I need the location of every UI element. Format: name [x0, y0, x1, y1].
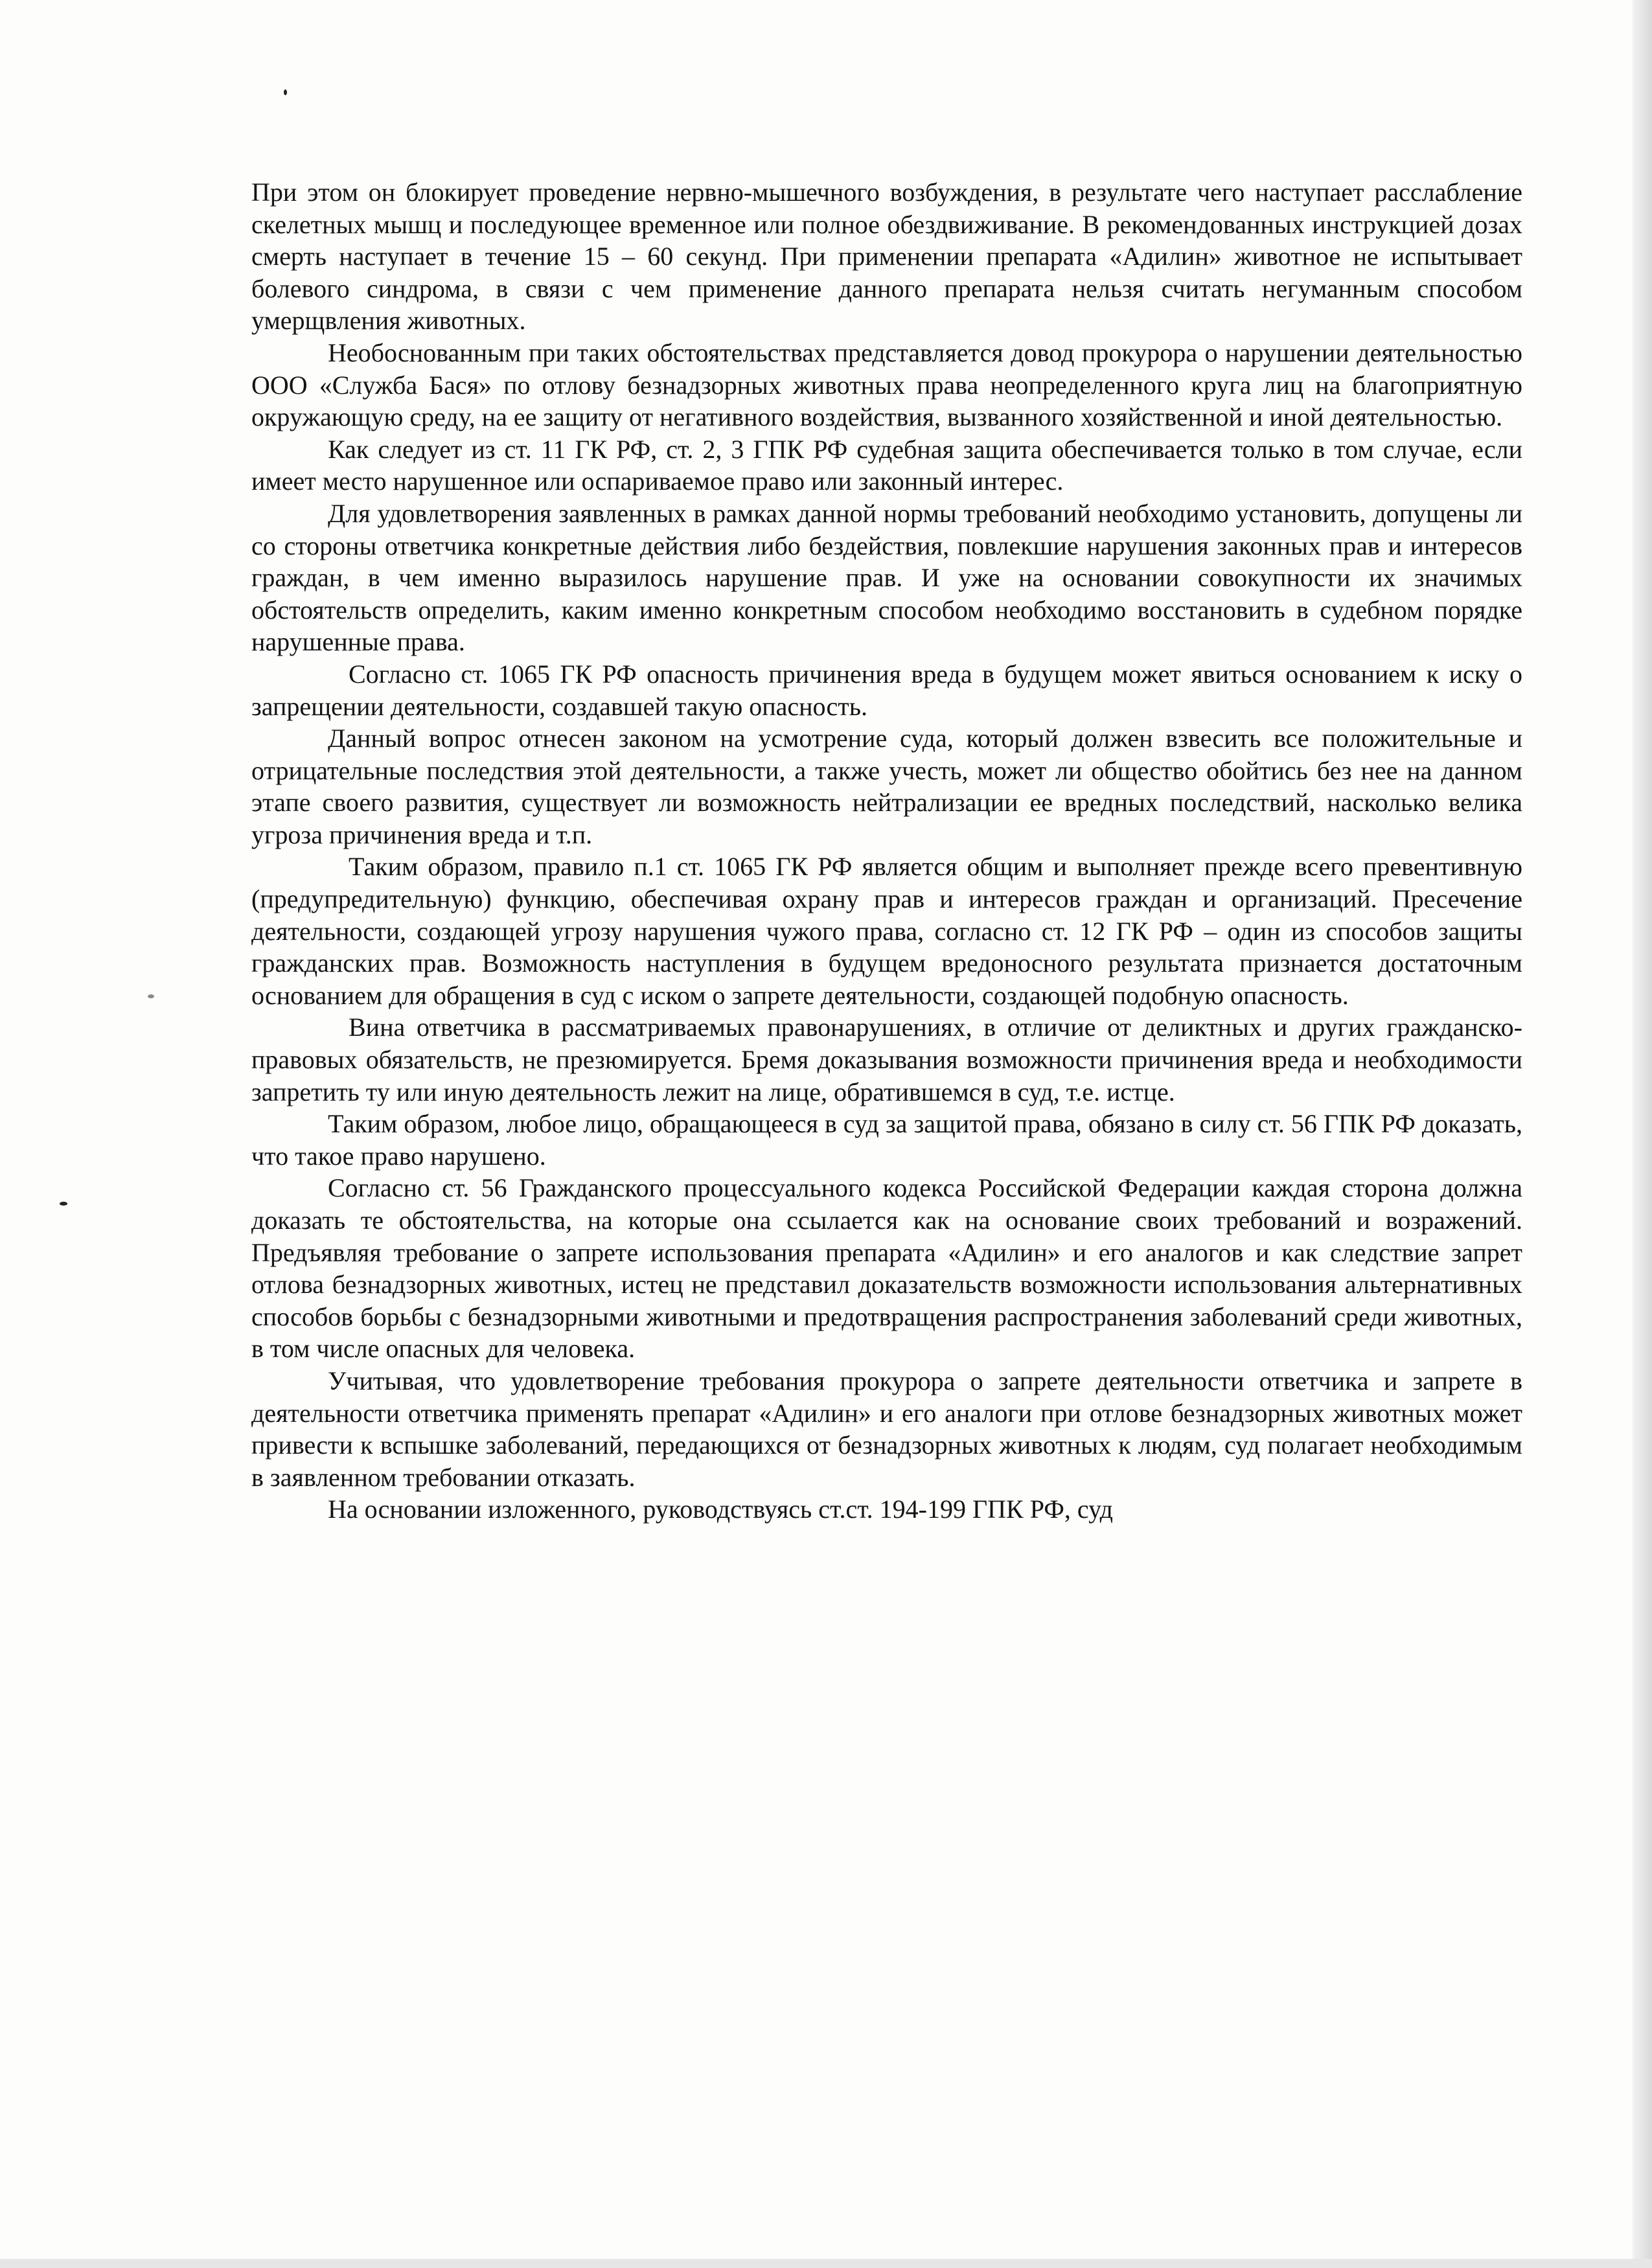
paragraph: Необоснованным при таких обстоятельствах представляется довод прокурора о нарушении деятельностью ООО «Служба Бася» по отлову безнадзорных животных права неопределенного круга лиц на благоприятную окружающую среду, на ее защиту от негативного воздействия, вызванного хозяйственной и иной деятельностью. [251, 338, 1522, 432]
scan-speck [60, 1202, 67, 1206]
paragraph: Для удовлетворения заявленных в рамках данной нормы требований необходимо установить, допущены ли со стороны ответчика конкретные действия либо бездействия, повлекшие нарушения законных прав и интересов граждан, в чем именно выразилось нарушение прав. И уже на основании совокупности их значимых обстоятельств определить, каким именно конкретным способом необходимо восстановить в судебном порядке нарушенные права. [251, 498, 1522, 657]
document-body [251, 176, 1522, 1526]
paragraph: Учитывая, что удовлетворение требования прокурора о запрете деятельности ответчика и запрете в деятельности ответчика применять препарат «Адилин» и его аналоги при отлове безнадзорных животных может привести к вспышке заболеваний, передающихся от безнадзорных животных к людям, суд полагает необходимым в заявленном требовании отказать. [251, 1366, 1522, 1492]
paragraph: При этом он блокирует проведение нервно-мышечного возбуждения, в результате чего наступает расслабление скелетных мышц и последующее временное или полное обездвиживание. В рекомендованных инструкцией дозах смерть наступает в течение 15 – 60 секунд. При применении препарата «Адилин» животное не испытывает болевого синдрома, в связи с чем применение данного препарата нельзя считать негуманным способом умерщвления животных. [251, 178, 1522, 336]
paragraph: Таким образом, правило п.1 ст. 1065 ГК РФ является общим и выполняет прежде всего превентивную (предупредительную) функцию, обеспечивая охрану прав и интересов граждан и организаций. Пресечение деятельности, создающей угрозу нарушения чужого права, согласно ст. 12 ГК РФ – один из способов защиты гражданских прав. Возможность наступления в будущем вредоносного результата признается достаточным основанием для обращения в суд с иском о запрете деятельности, создающей подобную опасность. [251, 852, 1522, 1010]
paragraph: Таким образом, любое лицо, обращающееся в суд за защитой права, обязано в силу ст. 56 ГПК РФ доказать, что такое право нарушено. [251, 1109, 1522, 1171]
paragraph: Как следует из ст. 11 ГК РФ, ст. 2, 3 ГПК РФ судебная защита обеспечивается только в том случае, если имеет место нарушенное или оспариваемое право или законный интерес. [251, 434, 1522, 496]
paragraph: На основании изложенного, руководствуясь ст.ст. 194-199 ГПК РФ, суд [328, 1495, 1113, 1524]
page-edge-shadow [1633, 0, 1652, 2268]
page-bottom-edge [0, 2259, 1652, 2268]
paragraph: Согласно ст. 56 Гражданского процессуального кодекса Российской Федерации каждая сторона должна доказать те обстоятельства, на которые она ссылается как на основание своих требований и возражений. Предъявляя требование о запрете использования препарата «Адилин» и его аналогов и как следствие запрет отлова безнадзорных животных, истец не представил доказательств возможности использования альтернативных способов борьбы с безнадзорными животными и предотвращения распространения заболеваний среди животных, в том числе опасных для человека. [251, 1173, 1522, 1364]
paragraph: Согласно ст. 1065 ГК РФ опасность причинения вреда в будущем может явиться основанием к иску о запрещении деятельности, создавшей такую опасность. [251, 659, 1522, 721]
scan-speck [284, 89, 287, 95]
paragraph: Вина ответчика в рассматриваемых правонарушениях, в отличие от деликтных и других гражданско-правовых обязательств, не презюмируется. Бремя доказывания возможности причинения вреда и необходимости запретить ту или иную деятельность лежит на лице, обратившемся в суд, т.е. истце. [251, 1013, 1522, 1106]
scan-speck [148, 994, 154, 998]
paragraph: Данный вопрос отнесен законом на усмотрение суда, который должен взвесить все положительные и отрицательные последствия этой деятельности, а также учесть, может ли общество обойтись без нее на данном этапе своего развития, существует ли возможность нейтрализации ее вредных последствий, насколько велика угроза причинения вреда и т.п. [251, 724, 1522, 849]
